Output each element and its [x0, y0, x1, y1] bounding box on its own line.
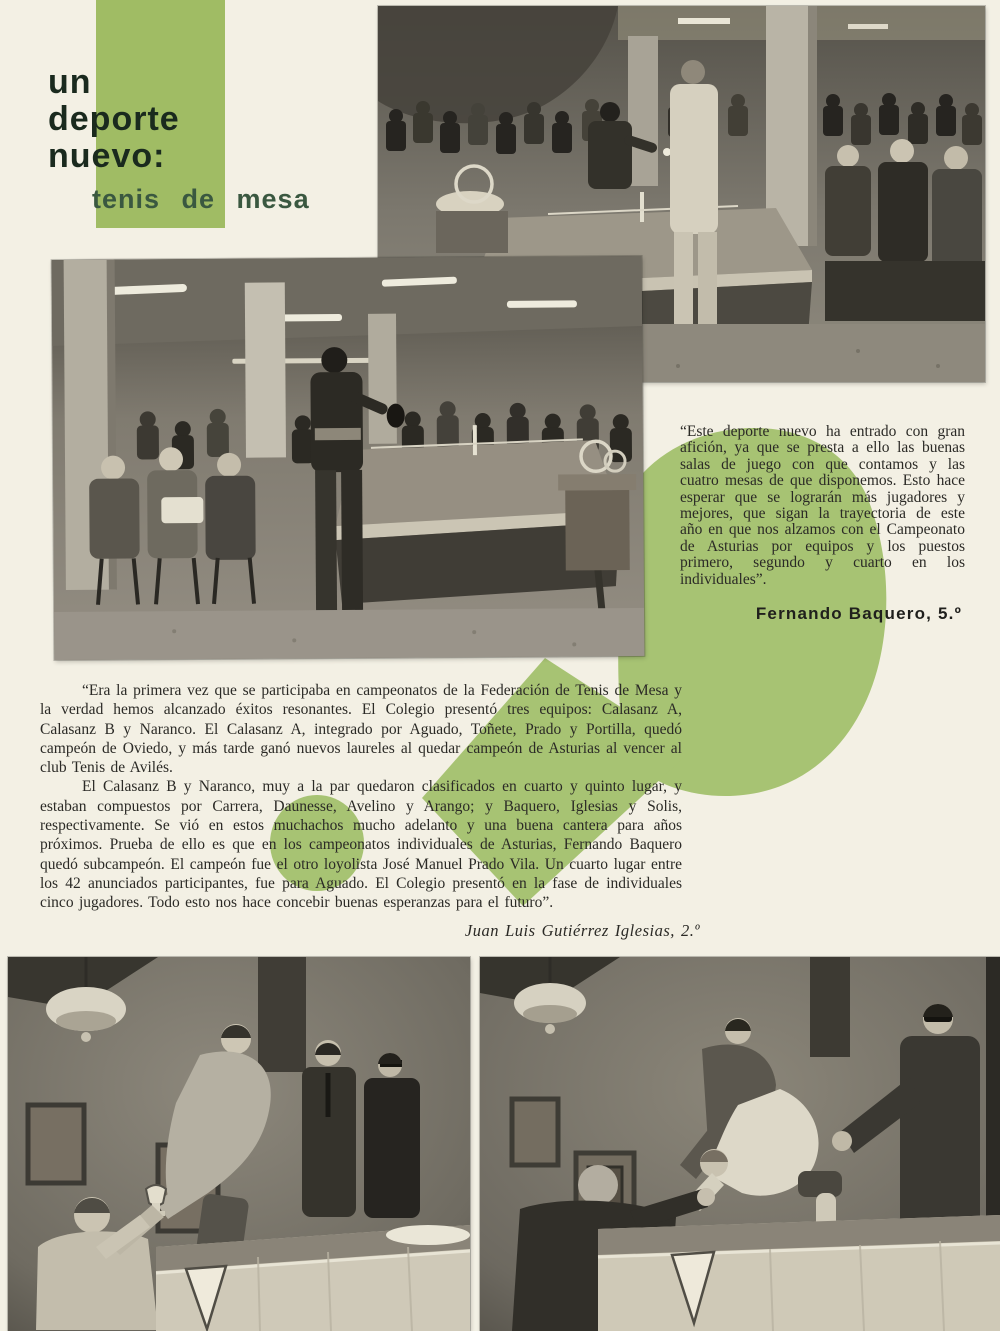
article-attribution: Juan Luis Gutiérrez Iglesias, 2.º — [464, 920, 700, 940]
quote-attribution: Fernando Baquero, 5.º — [755, 604, 962, 623]
page-subtitle: tenis de mesa — [92, 184, 310, 214]
dark-column — [258, 957, 306, 1072]
article-body — [40, 681, 700, 940]
page-title — [48, 64, 180, 175]
photo-trophy-ceremony-left — [8, 957, 470, 1331]
photo-table-tennis-side-view — [52, 256, 645, 660]
pillar — [245, 282, 286, 457]
floor — [54, 608, 644, 660]
article-paragraph: “Era la primera vez que se participaba en campeonatos de la Federación de Tenis de Mesa y la verdad hemos alcanzado éxitos resonantes. El Colegio presentó tres equipos: Calasanz A, Calasanz B y Naranco. El Calasanz A, integrado por Aguado, Toñete, Prado y Portilla, quedó campeón de Oviedo, y más tarde ganó nuevos laureles al quedar campeón de Asturias al vencer al club Tenis de Avilés. — [40, 682, 682, 777]
title-line-3: nuevo: — [48, 137, 166, 175]
draped-table — [598, 1215, 1000, 1331]
article-paragraph: El Calasanz B y Naranco, muy a la par quedaron clasificados en cuarto y quinto lugar, y estaban compuestos por Carrera, Daunesse, Avelino y Arango; y Baquero, Iglesias y Solis, respectivamente. Se vió en estos muchachos mucho adelanto y una buena cantera para años próximos. Prueba de ello es que en los campeonatos individuales de Asturias, Fernando Baquero quedó subcampeón. El campeón fue el otro loyolista José Manuel Prado Vila. Un cuarto lugar entre los 42 anunciados participantes, fue para Aguado. El Colegio presentó en la fase de individuales cinco jugadores. Todo esto nos hace concebir buenas esperanzas para el futuro”. — [40, 778, 682, 912]
seated-audience-right — [825, 139, 985, 321]
photo-trophy-ceremony-right — [480, 957, 1000, 1331]
pull-quote: “Este deporte nuevo ha entrado con gran afición, ya que se presta a ello las buenas salas de juego con que contamos y las cuatro mesas de que disponemos. Esto hace esperar que se lograrán más jugadores y mejores, que sigan la trayectoria de este año en que nos alzamos con el Campeonato de Asturias por equipos y los puestos primero, segundo y cuarto en los individuales”. — [680, 423, 965, 588]
title-line-1: un — [48, 63, 92, 101]
title-line-2: deporte — [48, 100, 180, 138]
dark-column — [810, 957, 850, 1057]
pillar — [628, 36, 658, 186]
